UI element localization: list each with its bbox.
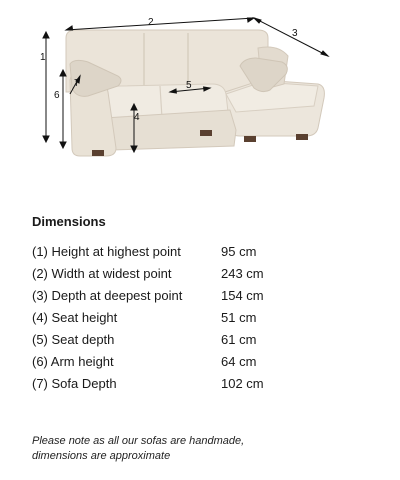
dimension-value: 154 cm bbox=[221, 288, 264, 303]
sofa-illustration bbox=[66, 30, 324, 156]
dimension-value: 64 cm bbox=[221, 354, 257, 369]
dimension-row bbox=[32, 376, 372, 398]
dimension-row bbox=[32, 266, 372, 288]
dimension-value: 102 cm bbox=[221, 376, 264, 391]
dimension-label: (6) Arm height bbox=[32, 354, 114, 369]
dimension-label: (2) Width at widest point bbox=[32, 266, 172, 281]
dimension-row bbox=[32, 310, 372, 332]
dimensions-table bbox=[32, 244, 372, 398]
dimensions-title: Dimensions bbox=[32, 214, 106, 229]
dimension-value: 243 cm bbox=[221, 266, 264, 281]
sofa-dimension-diagram bbox=[0, 0, 400, 200]
dimension-label: (5) Seat depth bbox=[32, 332, 115, 347]
dimension-label: (7) Sofa Depth bbox=[32, 376, 117, 391]
note-line-2: dimensions are approximate bbox=[32, 450, 171, 462]
marker-5: 5 bbox=[186, 80, 192, 91]
dimension-label: (3) Depth at deepest point bbox=[32, 288, 183, 303]
dimension-row bbox=[32, 332, 372, 354]
note-line-1: Please note as all our sofas are handmade, bbox=[32, 435, 245, 447]
dimension-row bbox=[32, 354, 372, 376]
dimension-value: 51 cm bbox=[221, 310, 257, 325]
handmade-note bbox=[32, 434, 372, 464]
dimension-label: (1) Height at highest point bbox=[32, 244, 181, 259]
dimension-label: (4) Seat height bbox=[32, 310, 118, 325]
dimension-value: 61 cm bbox=[221, 332, 257, 347]
dimension-row bbox=[32, 288, 372, 310]
marker-2: 2 bbox=[148, 17, 154, 28]
marker-6: 6 bbox=[54, 90, 60, 101]
marker-7: 7 bbox=[74, 78, 80, 89]
marker-1: 1 bbox=[40, 52, 46, 63]
marker-4: 4 bbox=[134, 112, 140, 123]
dimension-row bbox=[32, 244, 372, 266]
dimension-value: 95 cm bbox=[221, 244, 257, 259]
marker-3: 3 bbox=[292, 28, 298, 39]
